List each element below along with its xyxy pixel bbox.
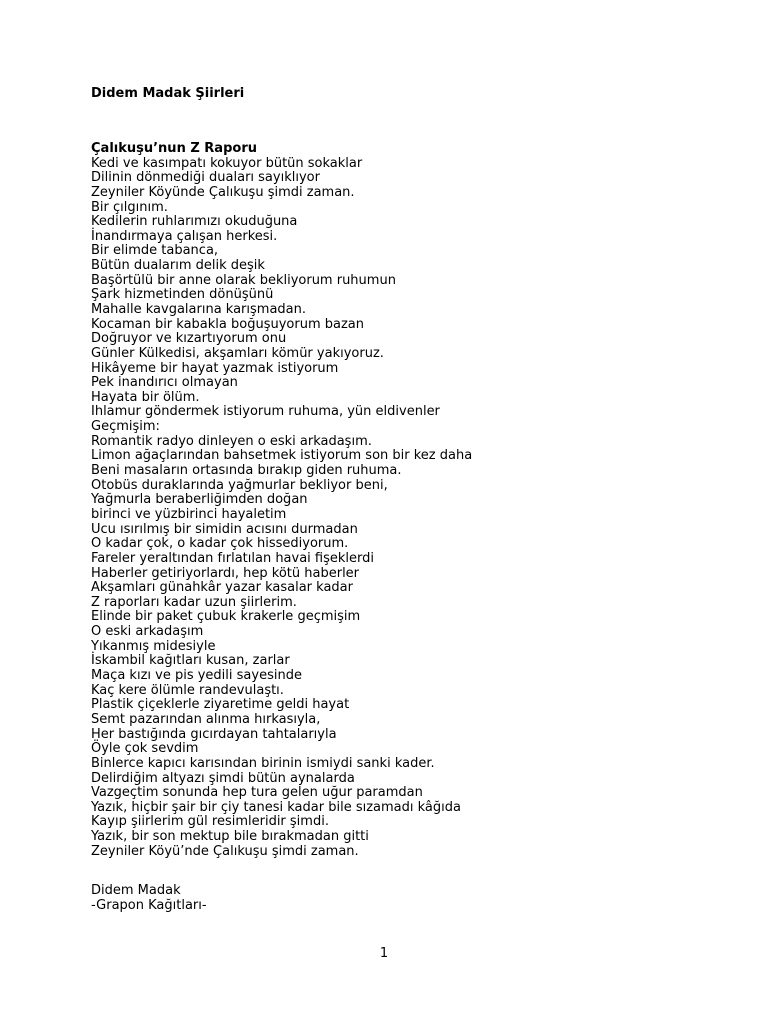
poem-line: Zeyniler Köyünde Çalıkuşu şimdi zaman. <box>91 184 355 200</box>
signature-source: -Grapon Kağıtları- <box>91 898 207 913</box>
poem-line: Z raporları kadar uzun şiirlerim. <box>91 594 297 610</box>
poem-title: Çalıkuşu’nun Z Raporu <box>91 141 257 156</box>
poem-line: Yazık, hiçbir şair bir çiy tanesi kadar bile sızamadı kâğıda <box>91 799 461 815</box>
poem-line: Doğruyor ve kızartıyorum onu <box>91 331 287 347</box>
poem-line: Elinde bir paket çubuk krakerle geçmişim <box>91 609 361 625</box>
poem-line: Pek inandırıcı olmayan <box>91 375 238 391</box>
poem-line: Kedi ve kasımpatı kokuyor bütün sokaklar <box>91 155 363 171</box>
poem-line: Yıkanmış midesiyle <box>91 638 216 654</box>
poem-line: Hayata bir ölüm. <box>91 389 200 405</box>
poem-line: Limon ağaçlarından bahsetmek istiyorum son bir kez daha <box>91 448 473 464</box>
poem-line: Öyle çok sevdim <box>91 741 199 757</box>
poem-line: Dilinin dönmediği duaları sayıklıyor <box>91 170 320 186</box>
poem-line: Fareler yeraltından fırlatılan havai fişeklerdi <box>91 550 375 566</box>
poem-line: Akşamları günahkâr yazar kasalar kadar <box>91 580 353 596</box>
poem-line: Kaç kere ölümle randevulaştı. <box>91 682 284 698</box>
poem-line: Şark hizmetinden dönüşünü <box>91 287 274 303</box>
poem-line: Bir elimde tabanca, <box>91 243 219 259</box>
poem-line: Başörtülü bir anne olarak bekliyorum ruhumun <box>91 272 396 288</box>
poem-line: Kedilerin ruhlarımızı okuduğuna <box>91 214 298 230</box>
poem-line: Bir çılgınım. <box>91 199 168 215</box>
poem-line: Delirdiğim altyazı şimdi bütün aynalarda <box>91 770 355 786</box>
signature <box>91 883 207 913</box>
poem-line: Otobüs duraklarında yağmurlar bekliyor beni, <box>91 477 388 493</box>
poem-line: Her bastığında gıcırdayan tahtalarıyla <box>91 726 337 742</box>
poem-line: Ucu ısırılmış bir simidin acısını durmadan <box>91 521 358 537</box>
poem-line: O kadar çok, o kadar çok hissediyorum. <box>91 536 349 552</box>
poem-line: Günler Külkedisi, akşamları kömür yakıyoruz. <box>91 345 384 361</box>
poem-line: Hikâyeme bir hayat yazmak istiyorum <box>91 360 339 376</box>
poem-line: Yağmurla beraberliğimden doğan <box>91 492 308 508</box>
poem-line: Ihlamur göndermek istiyorum ruhuma, yün eldivenler <box>91 404 440 420</box>
poem-line: Geçmişim: <box>91 419 160 435</box>
poem-line: O eski arkadaşım <box>91 624 204 640</box>
poem-line: Kayıp şiirlerim gül resimleridir şimdi. <box>91 814 329 830</box>
poem-line: Zeyniler Köyü’nde Çalıkuşu şimdi zaman. <box>91 843 359 859</box>
poem-line: Beni masaların ortasında bırakıp giden ruhuma. <box>91 463 402 479</box>
poem-line: Semt pazarından alınma hırkasıyla, <box>91 711 321 727</box>
poem-line: Plastik çiçeklerle ziyaretime geldi hayat <box>91 697 350 713</box>
page-number: 1 <box>379 946 389 961</box>
poem-line: Mahalle kavgalarına karışmadan. <box>91 302 307 317</box>
poem-line: Bütün dualarım delik deşik <box>91 258 265 274</box>
poem-line: Haberler getiriyorlardı, hep kötü haberler <box>91 565 360 581</box>
poem-line: İnandırmaya çalışan herkesi. <box>91 228 278 244</box>
poem-line: Kocaman bir kabakla boğuşuyorum bazan <box>91 316 364 332</box>
poem-lines <box>91 157 731 860</box>
poem <box>91 142 731 859</box>
poem-line: Binlerce kapıcı karısından birinin ismiydi sanki kader. <box>91 755 435 771</box>
poem-line: birinci ve yüzbirinci hayaletim <box>91 506 287 522</box>
signature-author: Didem Madak <box>91 883 181 898</box>
poem-line: İskambil kağıtları kusan, zarlar <box>91 653 290 669</box>
document-title: Didem Madak Şiirleri <box>91 86 245 101</box>
poem-line: Maça kızı ve pis yedili sayesinde <box>91 668 302 684</box>
poem-line: Yazık, bir son mektup bile bırakmadan gitti <box>91 829 369 845</box>
poem-line: Romantik radyo dinleyen o eski arkadaşım. <box>91 433 372 449</box>
poem-line: Vazgeçtim sonunda hep tura gelen uğur paramdan <box>91 785 423 801</box>
